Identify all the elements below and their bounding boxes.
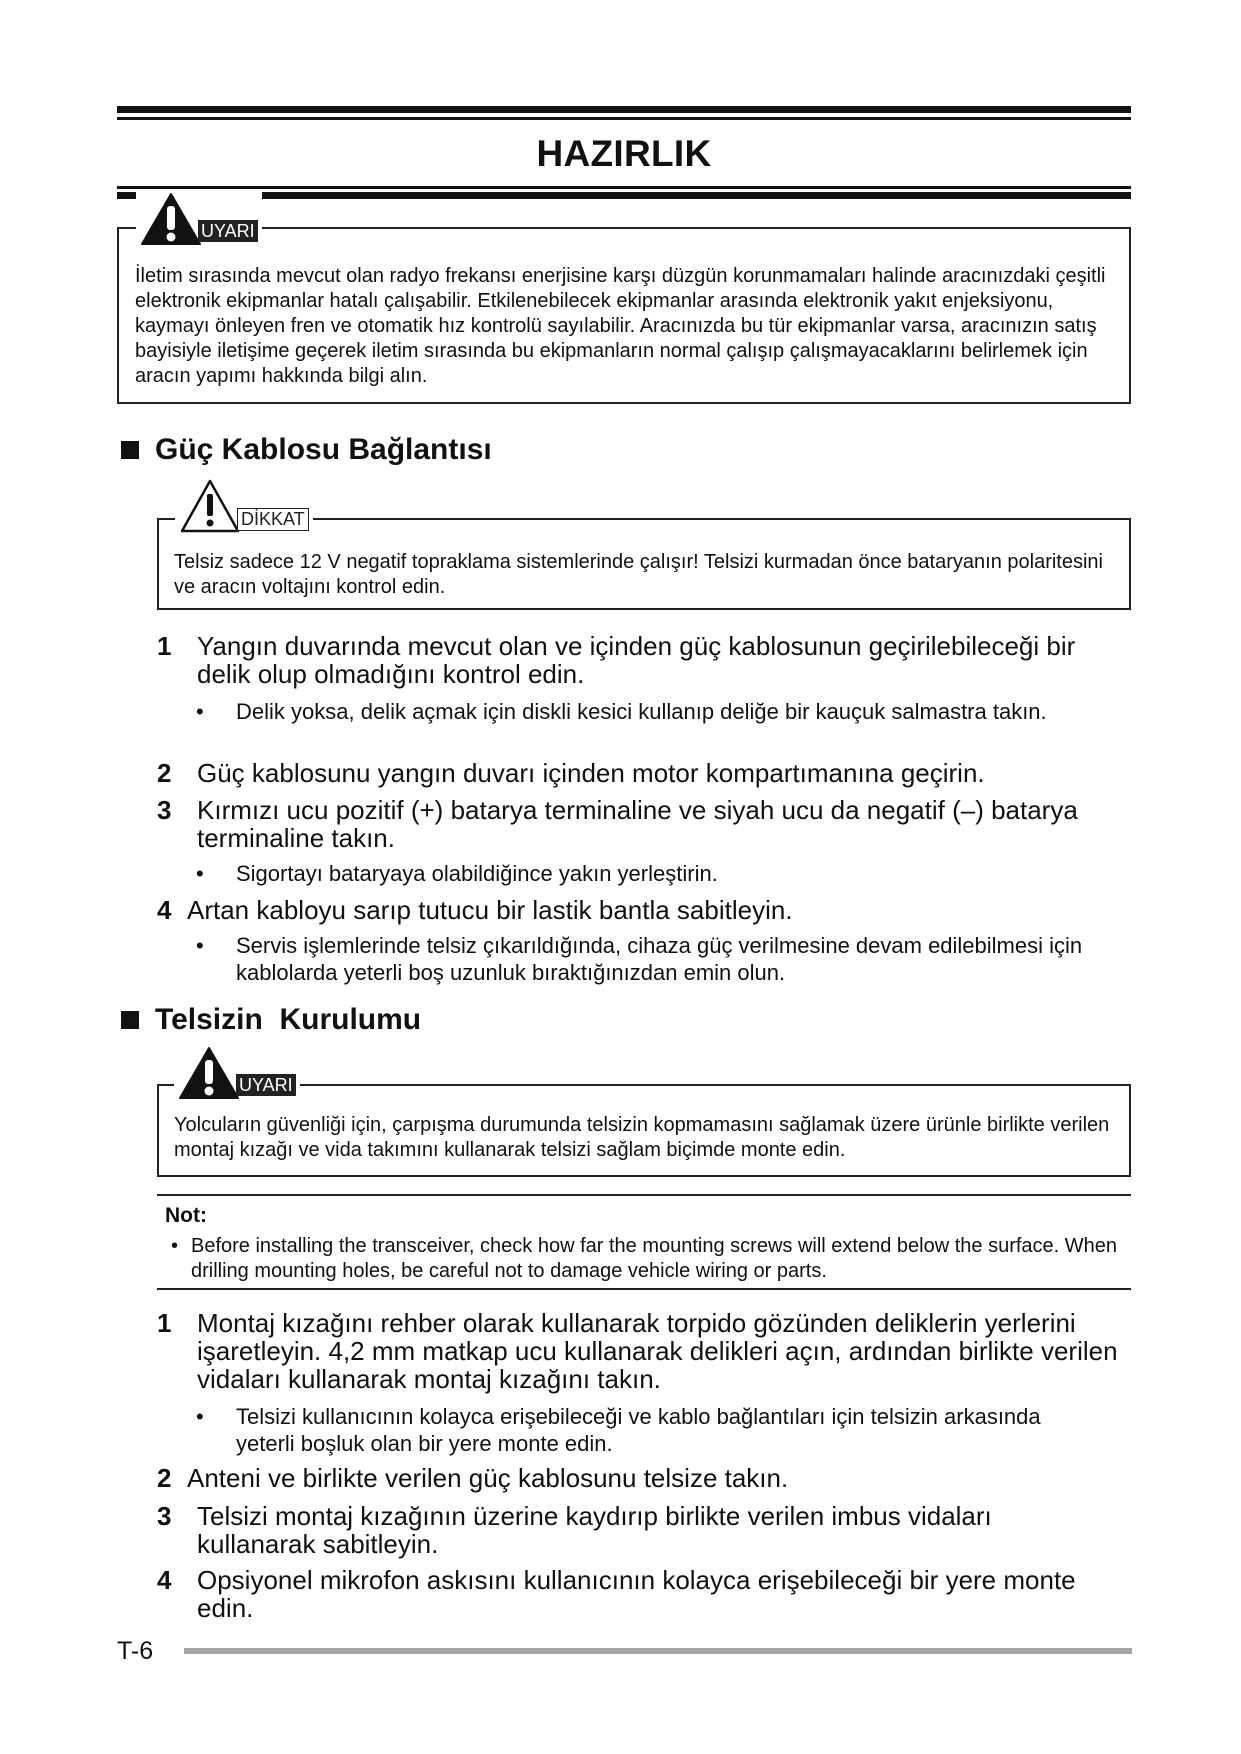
bullet-dot: • (196, 861, 204, 886)
step-number: 4 (157, 1565, 172, 1595)
footer-rule (184, 1648, 1132, 1654)
section-marker-square (121, 1011, 139, 1029)
step-text: Güç kablosunu yangın duvarı içinden motor kompartımanına geçirin. (197, 758, 985, 788)
warning-badge-1 (136, 192, 262, 246)
note-box (157, 1194, 1131, 1290)
step-text: Anteni ve birlikte verilen güç kablosunu telsize takın. (187, 1463, 789, 1493)
caution-badge (175, 478, 313, 534)
step-number: 3 (157, 1501, 172, 1531)
section-marker-square (121, 441, 139, 459)
step-number: 2 (157, 758, 172, 788)
title-block (117, 106, 1131, 199)
section-heading-text: Güç Kablosu Bağlantısı (155, 433, 492, 466)
title-top-rule (117, 106, 1131, 113)
warning-triangle-icon (178, 1046, 240, 1100)
title-bottom-rule-thin (117, 186, 1131, 189)
bullet-text: Telsizi kullanıcının kolayca erişebileceği ve kablo bağlantıları için telsizin arkasında yeterli boşluk olan bir yere monte edin. (236, 1404, 1041, 1456)
warning-badge-2 (174, 1046, 300, 1100)
step-text: Opsiyonel mikrofon askısını kullanıcının kolayca erişebileceği bir yere monte edin. (197, 1565, 1076, 1623)
warning-text-2: Yolcuların güvenliği için, çarpışma durumunda telsizin kopmamasını sağlamak üzere ürünle birlikte verilen montaj kızağı ve vida takımını kullanarak telsizi sağlam biçimde monte edin. (174, 1114, 1110, 1161)
title-bottom-rule (117, 192, 1131, 199)
step-number: 3 (157, 795, 172, 825)
step-number: 4 (157, 895, 172, 925)
warning-label-1: UYARI (198, 220, 258, 242)
bullet-dot: • (196, 933, 204, 958)
bullet-dot: • (171, 1235, 179, 1257)
caution-text: Telsiz sadece 12 V negatif topraklama sistemlerinde çalışır! Telsizi kurmadan önce bataryanın polaritesini ve aracın voltajını kontrol edin. (174, 551, 1103, 598)
caution-label: DİKKAT (237, 508, 309, 531)
step-number: 2 (157, 1463, 172, 1493)
step-text: Kırmızı ucu pozitif (+) batarya terminaline ve siyah ucu da negatif (–) batarya terminaline takın. (197, 795, 1078, 853)
bullet-text: Servis işlemlerinde telsiz çıkarıldığında, cihaza güç verilmesine devam edilebilmesi için kablolarda yeterli boş uzunluk bıraktığınızdan emin olun. (236, 933, 1083, 985)
step-text: Artan kabloyu sarıp tutucu bir lastik bantla sabitleyin. (187, 895, 793, 925)
caution-triangle-icon (179, 478, 241, 534)
warning-text-1: İletim sırasında mevcut olan radyo frekansı enerjisine karşı düzgün korunmamaları halinde aracınızdaki çeşitli elektronik ekipmanlar hatalı çalışabilir. Etkilenebilecek ekipmanlar arasında elektronik yakıt enjeksiyonu, kaymayı önleyen fren ve otomatik hız kontrolü sayılabilir. Aracınızda bu tür ekipmanlar varsa, aracınızın satış bayisiyle iletişime geçerek iletim sırasında bu ekipmanların normal çalışıp çalışmayacaklarını belirlemek için aracın yapımı hakkında bilgi alın. (135, 265, 1106, 387)
note-title: Not: (165, 1204, 207, 1227)
note-text: Before installing the transceiver, check how far the mounting screws will extend below the surface. When drilling mounting holes, be careful not to damage vehicle wiring or parts. (191, 1235, 1118, 1282)
step-number: 1 (157, 631, 172, 661)
section-heading-text: Telsizin Kurulumu (155, 1003, 422, 1036)
bullet-text: Sigortayı bataryaya olabildiğince yakın yerleştirin. (236, 861, 718, 886)
bullet-text: Delik yoksa, delik açmak için diskli kesici kullanıp deliğe bir kauçuk salmastra takın. (236, 699, 1047, 724)
section-heading-power-cable (121, 432, 492, 468)
step-number: 1 (157, 1308, 172, 1338)
section-heading-radio-installation (121, 1002, 421, 1038)
bullet-dot: • (196, 699, 204, 724)
warning-label-2: UYARI (236, 1074, 296, 1096)
warning-triangle-icon (140, 192, 202, 246)
step-text: Montaj kızağını rehber olarak kullanarak torpido gözünden deliklerin yerlerini işaretleyin. 4,2 mm matkap ucu kullanarak delikleri açın, ardından birlikte verilen vidaları kullanarak montaj kızağını takın. (197, 1308, 1118, 1394)
bullet-dot: • (196, 1404, 204, 1429)
step-text: Telsizi montaj kızağının üzerine kaydırıp birlikte verilen imbus vidaları kullanarak sabitleyin. (197, 1501, 992, 1559)
page-title: HAZIRLIK (536, 133, 712, 174)
page-number: T-6 (117, 1637, 154, 1665)
step-text: Yangın duvarında mevcut olan ve içinden güç kablosunun geçirilebileceği bir delik olup olmadığını kontrol edin. (197, 631, 1076, 689)
